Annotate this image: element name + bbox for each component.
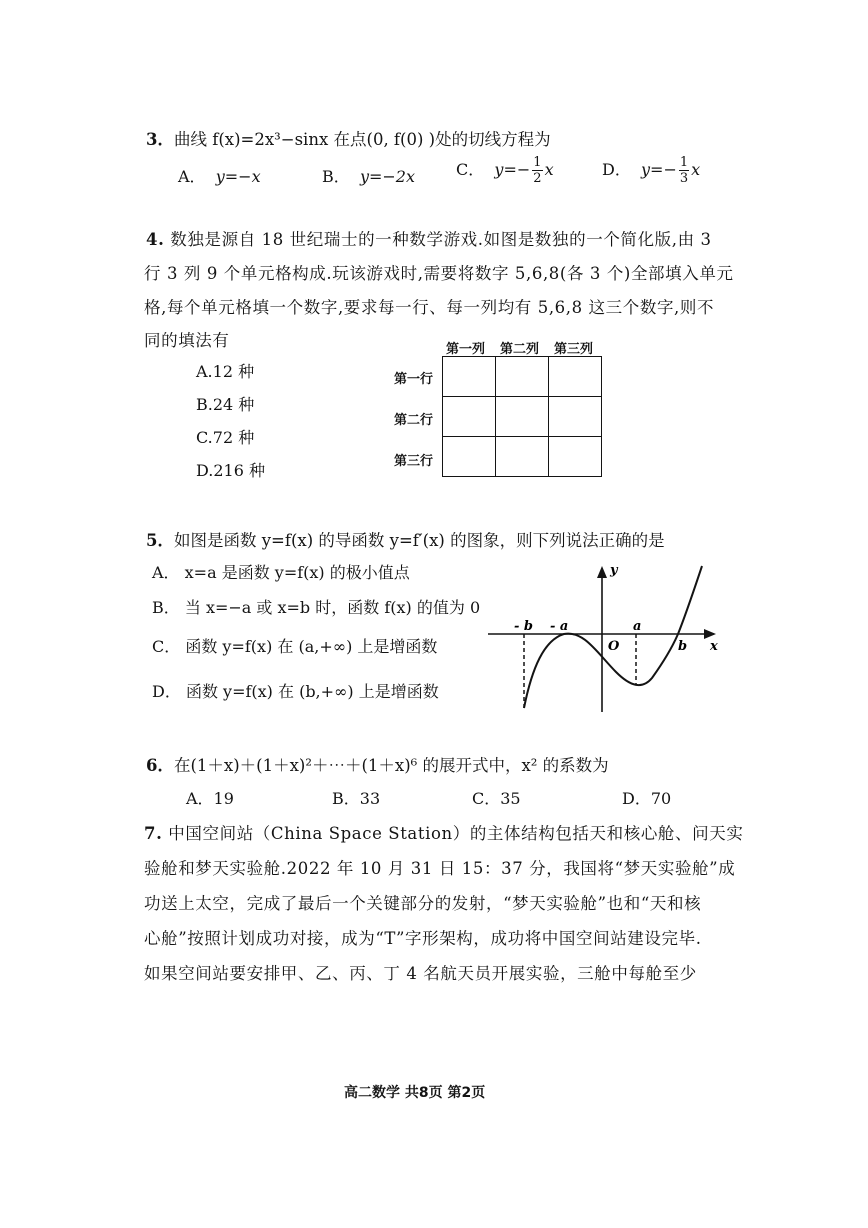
q4-line-4: 同的填法有 [144, 331, 230, 350]
q4-option-a: A.12 种 [196, 362, 255, 381]
q5-stem [146, 527, 665, 551]
q7-line-2: 验舱和梦天实验舱.2022 年 10 月 31 日 15：37 分，我国将“梦天实验舱”成 [144, 859, 736, 878]
question-text: 如图是函数 y=f(x) 的导函数 y=f′(x) 的图象，则下列说法正确的是 [173, 531, 665, 550]
neg-a-label: - a [550, 619, 569, 634]
q5-option-b: B． 当 x=−a 或 x=b 时，函数 f(x) 的值为 0 [152, 598, 481, 617]
grid-col-header-3: 第三列 [554, 342, 594, 357]
grid-row-header-2: 第二行 [394, 413, 434, 428]
q6-stem [146, 752, 609, 776]
derivative-curve [524, 566, 702, 708]
grid-cell [496, 437, 549, 477]
sudoku-grid [442, 356, 602, 477]
question-number: 3． [146, 130, 174, 149]
grid-cell [549, 357, 602, 397]
q7-line-1: 7. 中国空间站（China Space Station）的主体结构包括天和核心舱、问天实 [144, 824, 744, 843]
grid-row-header-1: 第一行 [394, 372, 434, 387]
origin-label: O [608, 639, 620, 654]
question-number: 4. [146, 230, 165, 249]
q5-option-d: D． 函数 y=f(x) 在 (b,+∞) 上是增函数 [152, 682, 439, 701]
q4-option-b: B.24 种 [196, 395, 255, 414]
grid-cell [549, 437, 602, 477]
fraction: $\frac{1}{3}$ [679, 155, 689, 186]
x-axis-label: x [710, 639, 718, 654]
grid-row-header-3: 第三行 [394, 454, 434, 469]
q7-line-5: 如果空间站要安排甲、乙、丙、丁 4 名航天员开展实验，三舱中每舱至少 [144, 964, 697, 983]
derivative-graph [484, 560, 724, 716]
q4-line-1: 4. 数独是源自 18 世纪瑞士的一种数学游戏.如图是数独的一个简化版,由 3 [146, 230, 712, 249]
x-axis-arrow-icon [704, 629, 716, 639]
q7-line-4: 心舱”按照计划成功对接，成为“T”字形架构，成功将中国空间站建设完毕. [144, 929, 702, 948]
q4-line-3: 格,每个单元格填一个数字,要求每一行、每一列均有 5,6,8 这三个数字,则不 [144, 298, 715, 317]
grid-row [443, 357, 602, 397]
q3-option-b: B． y=−2x [322, 167, 415, 186]
y-axis-arrow-icon [597, 566, 607, 578]
grid-cell [549, 397, 602, 437]
q4-option-d: D.216 种 [196, 461, 265, 480]
grid-cell [496, 397, 549, 437]
question-number: 7. [144, 824, 163, 843]
question-number: 6． [146, 756, 174, 775]
q6-option-a: A．19 [186, 789, 234, 808]
q6-option-c: C．35 [472, 789, 521, 808]
grid-col-header-1: 第一列 [446, 342, 486, 357]
q5-option-c: C． 函数 y=f(x) 在 (a,+∞) 上是增函数 [152, 637, 438, 656]
grid-cell [443, 357, 496, 397]
q3-stem [146, 126, 551, 150]
b-label: b [678, 639, 688, 654]
grid-col-header-2: 第二列 [500, 342, 540, 357]
q7-line-3: 功送上太空，完成了最后一个关键部分的发射，“梦天实验舱”也和“天和核 [144, 894, 702, 913]
q4-line-2: 行 3 列 9 个单元格构成.玩该游戏时,需要将数字 5,6,8(各 3 个)全部填入单元 [144, 264, 734, 283]
question-number: 5． [146, 531, 174, 550]
q3-option-c: C． y=− $\frac{1}{2}$ x [456, 155, 554, 186]
q3-option-a: A． y=−x [178, 167, 261, 186]
neg-b-label: - b [514, 619, 534, 634]
q5-option-a: A． x=a 是函数 y=f(x) 的极小值点 [152, 563, 410, 582]
grid-cell [443, 437, 496, 477]
grid-row [443, 397, 602, 437]
q3-option-d: D． y=− $\frac{1}{3}$ x [602, 155, 701, 186]
q4-option-c: C.72 种 [196, 428, 255, 447]
y-axis-label: y [610, 563, 618, 578]
fraction: $\frac{1}{2}$ [533, 155, 542, 186]
grid-row [443, 437, 602, 477]
page-footer: 高二数学 共8页 第2页 [344, 1085, 486, 1101]
q6-option-b: B．33 [332, 789, 381, 808]
a-label: a [633, 619, 642, 634]
question-text: 在(1＋x)＋(1＋x)²＋⋯＋(1＋x)⁶ 的展开式中，x² 的系数为 [173, 756, 609, 775]
question-text: 曲线 f(x)=2x³−sinx 在点(0, f(0) )处的切线方程为 [173, 130, 551, 149]
grid-cell [443, 397, 496, 437]
q6-option-d: D．70 [622, 789, 672, 808]
grid-cell [496, 357, 549, 397]
